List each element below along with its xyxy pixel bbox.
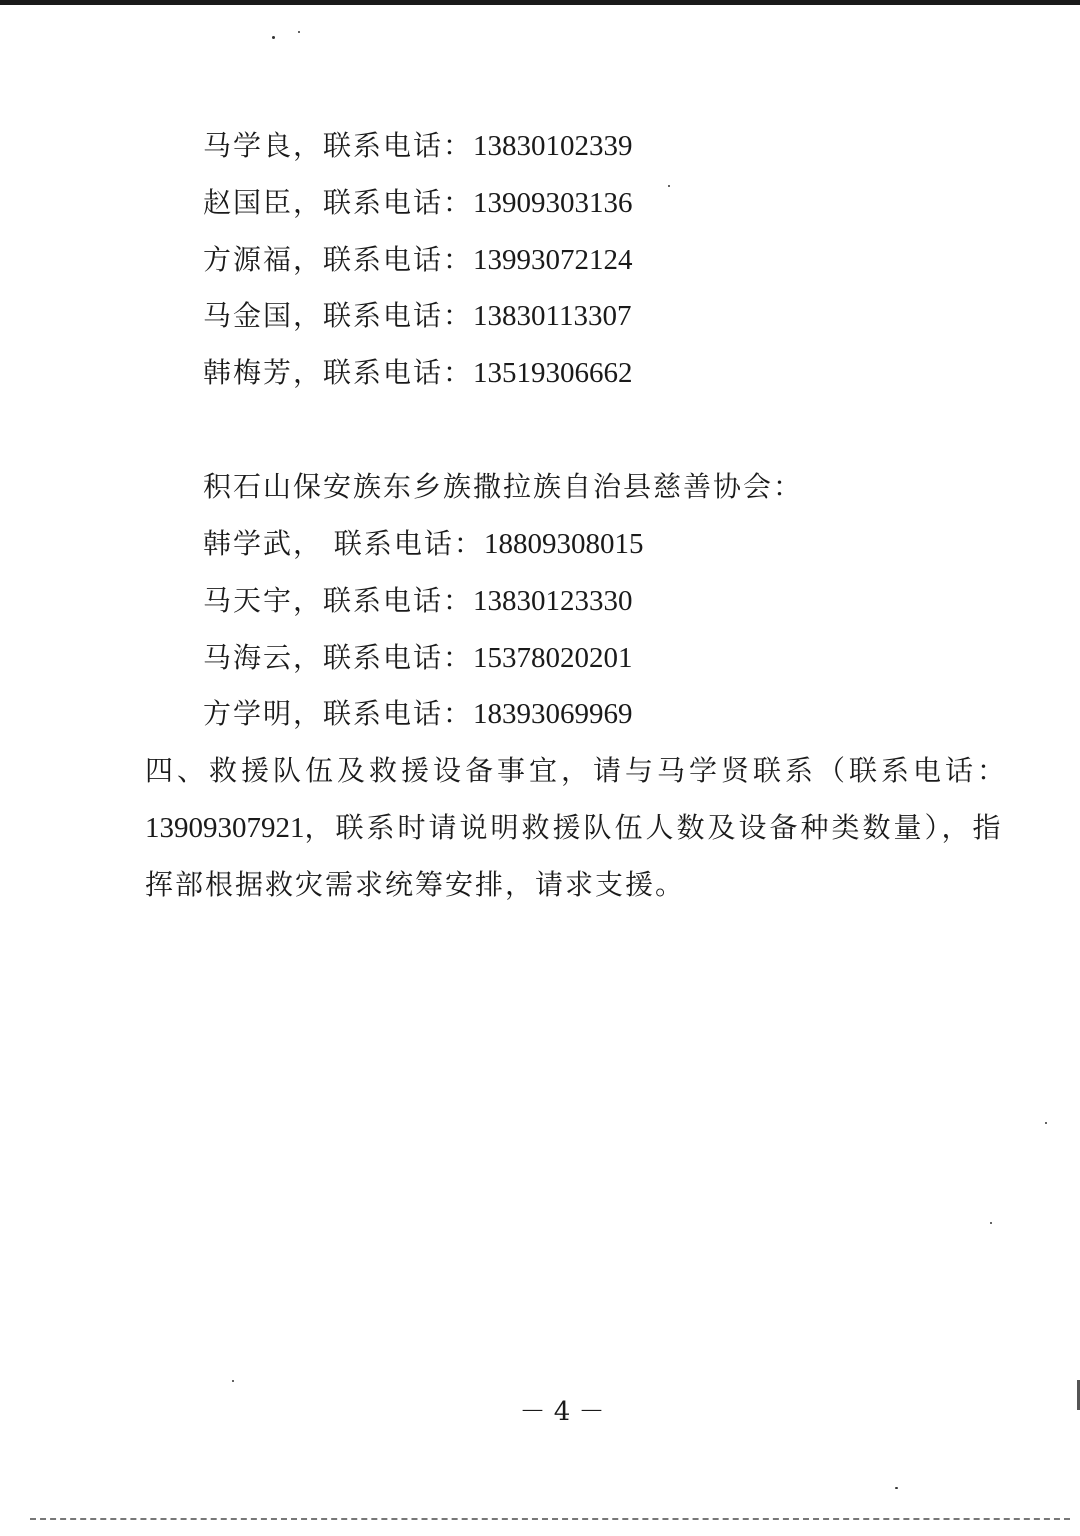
section4-line-3: 挥部根据救灾需求统筹安排，请求支援。 [145, 868, 686, 901]
section4-line-2: 13909307921，联系时请说明救援队伍人数及设备种类数量），指 [145, 811, 1004, 844]
scan-speck [1045, 1122, 1047, 1124]
contact-line-4: 马金国，联系电话：13830113307 [203, 299, 632, 332]
contact-line-3: 方源福，联系电话：13993072124 [203, 243, 633, 276]
page-number: － 4 － [519, 1397, 605, 1427]
section4-line-1: 四、救援队伍及救援设备事宜，请与马学贤联系（联系电话： [145, 754, 1010, 787]
contact-line-1: 马学良，联系电话：13830102339 [203, 129, 633, 162]
scan-speck [232, 1380, 234, 1382]
scan-speck [272, 36, 275, 39]
scan-speck [895, 1487, 898, 1489]
contact-line-7: 马天宇，联系电话：13830123330 [203, 584, 633, 617]
contact-line-8: 马海云，联系电话：15378020201 [203, 641, 633, 674]
contact-line-9: 方学明，联系电话：18393069969 [203, 697, 633, 730]
scan-speck [990, 1222, 992, 1224]
scan-top-border [0, 0, 1080, 5]
scan-speck [298, 31, 300, 33]
scan-speck [668, 185, 670, 187]
contact-line-6: 韩学武， 联系电话：18809308015 [203, 527, 644, 560]
scan-bottom-dashes [30, 1518, 1070, 1520]
contact-line-5: 韩梅芳，联系电话：13519306662 [203, 356, 633, 389]
contact-line-2: 赵国臣，联系电话：13909303136 [203, 186, 633, 219]
org-heading: 积石山保安族东乡族撒拉族自治县慈善协会： [203, 470, 804, 503]
